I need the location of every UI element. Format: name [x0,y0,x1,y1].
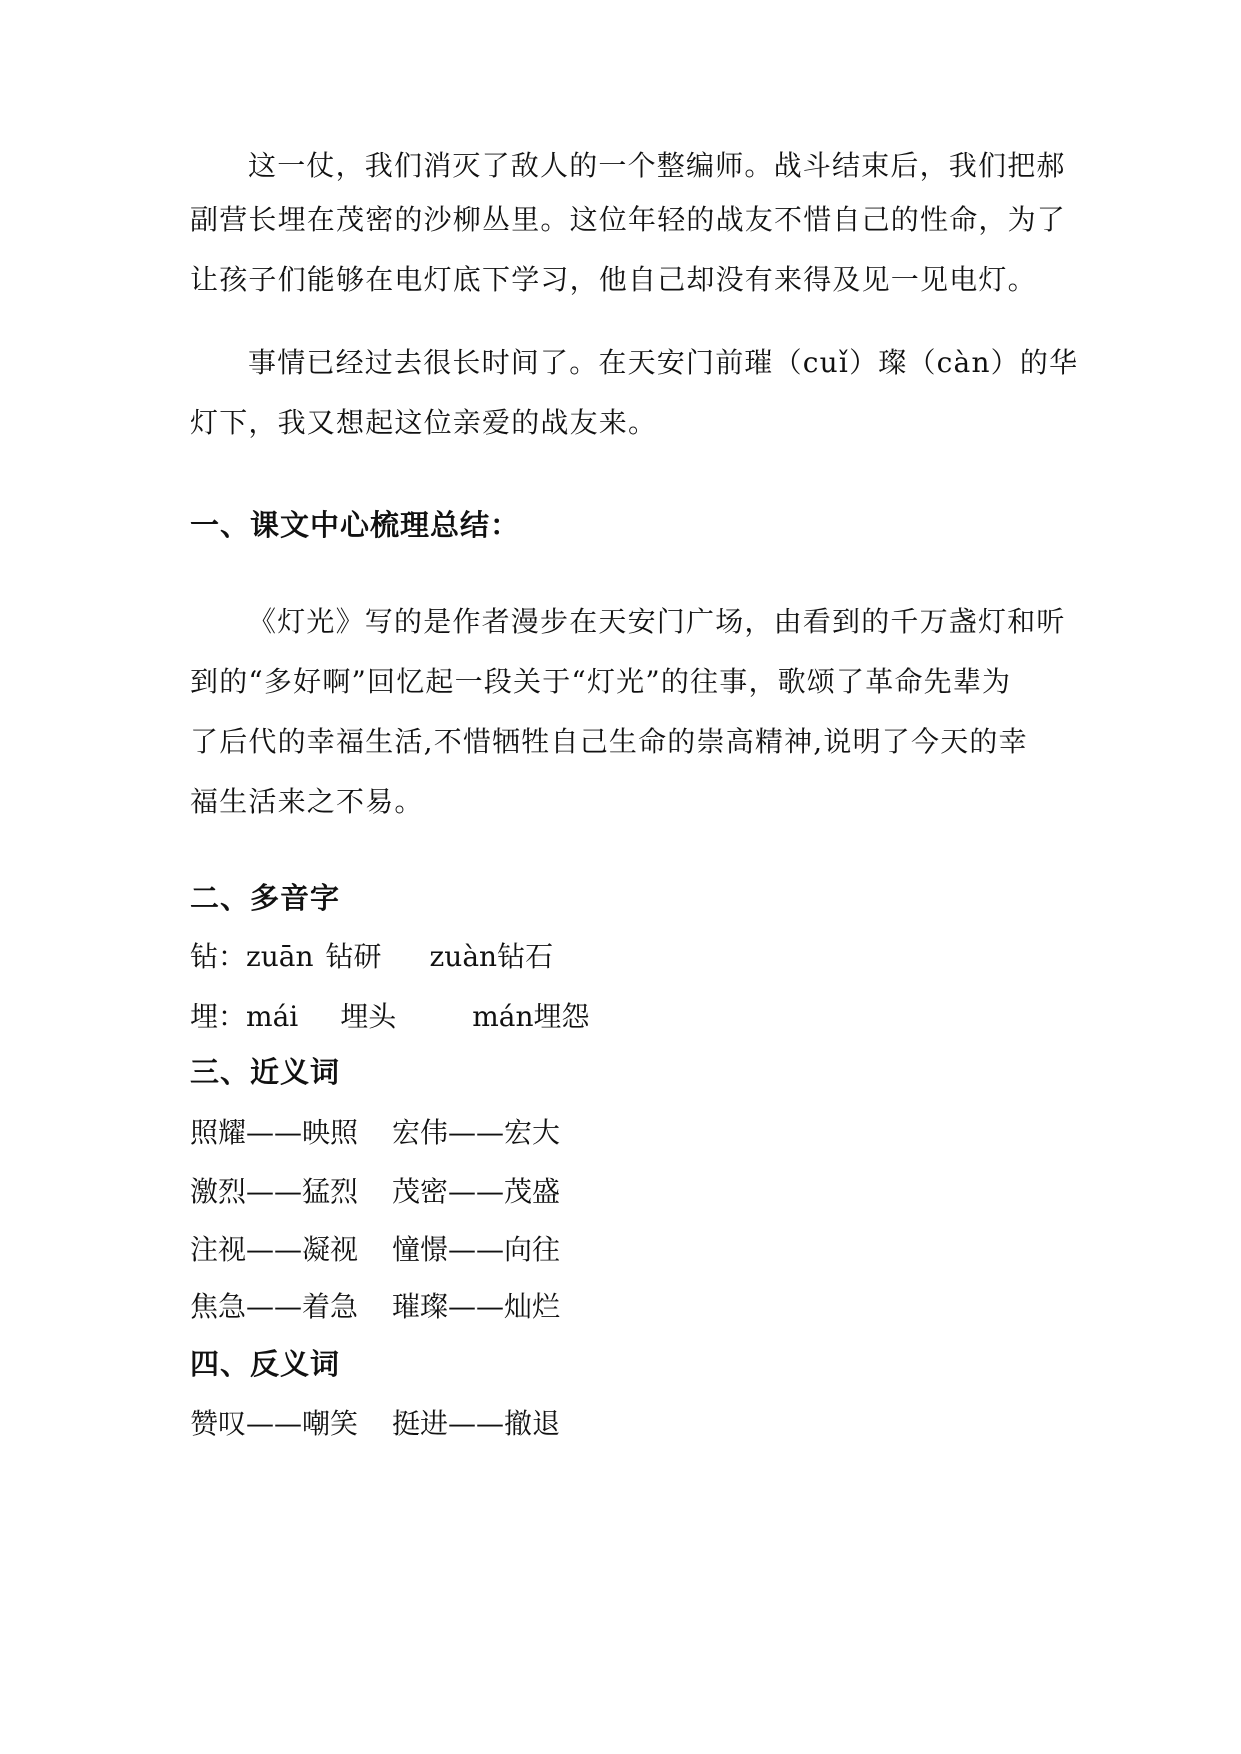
word: 钻研 [325,940,382,973]
synonym-pair: 照耀——映照 [190,1116,359,1149]
polyphone-char: 埋： [190,1000,247,1033]
synonym-pair: 茂密——茂盛 [392,1175,561,1208]
section3-heading: 三、近义词 [190,1055,341,1089]
word: 埋怨 [533,1000,590,1033]
polyphone-row-2 [190,997,590,1037]
section1-line-2: 到的“多好啊”回忆起一段关于“灯光”的往事，歌颂了革命先辈为 [190,665,1012,698]
synonym-row-1 [190,1113,560,1153]
polyphone-row-1 [190,937,553,977]
synonym-pair: 璀璨——灿烂 [392,1290,561,1323]
pinyin: zuān [246,940,314,973]
word: 埋头 [340,1000,397,1033]
pinyin: mán [472,1000,534,1033]
antonym-row-1 [190,1404,560,1444]
section1-heading: 一、课文中心梳理总结： [190,508,521,542]
passage-p2-line-2: 灯下，我又想起这位亲爱的战友来。 [190,406,658,439]
passage-p1-line-2: 副营长埋在茂密的沙柳丛里。这位年轻的战友不惜自己的性命，为了 [190,203,1067,236]
antonym-pair: 赞叹——嘲笑 [190,1407,359,1440]
section1-line-3: 了后代的幸福生活,不惜牺牲自己生命的崇高精神,说明了今天的幸 [190,725,1028,758]
section1-line-1: 《灯光》写的是作者漫步在天安门广场，由看到的千万盏灯和听 [248,605,1066,638]
antonym-pair: 挺进——撤退 [392,1407,561,1440]
synonym-row-4 [190,1287,560,1327]
pinyin: zuàn [429,940,498,973]
section2-heading: 二、多音字 [190,881,341,915]
synonym-pair: 激烈——猛烈 [190,1175,359,1208]
synonym-pair: 憧憬——向往 [392,1233,561,1266]
synonym-pair: 焦急——着急 [190,1290,359,1323]
synonym-row-3 [190,1230,560,1270]
passage-p1-line-1: 这一仗，我们消灭了敌人的一个整编师。战斗结束后，我们把郝 [248,149,1066,182]
synonym-pair: 宏伟——宏大 [392,1116,561,1149]
passage-p1-line-3: 让孩子们能够在电灯底下学习，他自己却没有来得及见一见电灯。 [190,263,1037,296]
section1-line-4: 福生活来之不易。 [190,785,424,818]
synonym-row-2 [190,1172,560,1212]
section4-heading: 四、反义词 [190,1347,341,1381]
word: 钻石 [497,940,554,973]
passage-p2-line-1: 事情已经过去很长时间了。在天安门前璀（cuǐ）璨（càn）的华 [248,346,1079,379]
polyphone-char: 钻： [190,940,247,973]
pinyin: mái [246,1000,299,1033]
synonym-pair: 注视——凝视 [190,1233,359,1266]
